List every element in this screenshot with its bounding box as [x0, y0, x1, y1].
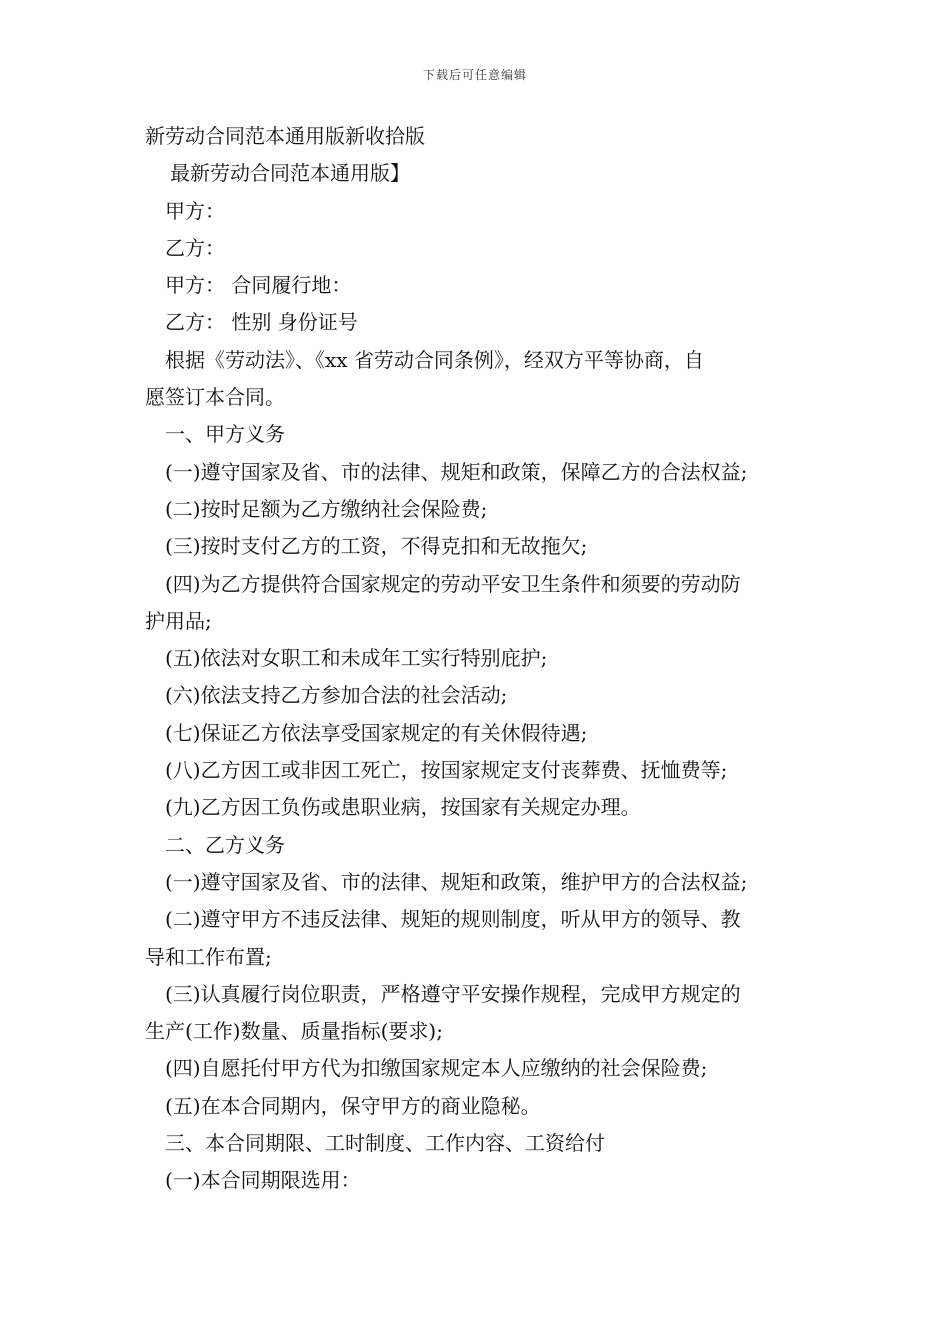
party-b-label: 乙方：: [165, 235, 225, 260]
clause-1-3: (三)按时支付乙方的工资，不得克扣和无故拖欠;: [165, 534, 588, 559]
document-title: 新劳动合同范本通用版新收拾版: [145, 124, 425, 148]
clause-1-1: (一)遵守国家及省、市的法律、规矩和政策，保障乙方的合法权益;: [165, 459, 748, 484]
header-note: 下载后可任意编辑: [422, 68, 527, 82]
clause-1-4: (四)为乙方提供符合国家规定的劳动平安卫生条件和须要的劳动防: [165, 571, 741, 596]
section-heading-3: 三、本合同期限、工时制度、工作内容、工资给付: [165, 1131, 605, 1156]
clause-2-3-cont: 生产(工作)数量、质量指标(要求);: [145, 1019, 443, 1044]
clause-1-4-cont: 护用品;: [145, 608, 212, 633]
clause-2-4: (四)自愿托付甲方代为扣缴国家规定本人应缴纳的社会保险费;: [165, 1056, 708, 1081]
clause-2-3: (三)认真履行岗位职责，严格遵守平安操作规程，完成甲方规定的: [165, 981, 741, 1006]
clause-1-8: (八)乙方因工或非因工死亡，按国家规定支付丧葬费、抚恤费等;: [165, 758, 728, 783]
party-a-location: 甲方： 合同履行地：: [165, 273, 352, 298]
clause-2-2: (二)遵守甲方不违反法律、规矩的规则制度，听从甲方的领导、教: [165, 907, 741, 932]
clause-3-1: (一)本合同期限选用：: [165, 1168, 361, 1193]
party-b-identity: 乙方： 性别 身份证号: [165, 310, 358, 335]
contract-body: [145, 118, 815, 1200]
preamble-line-1: 根据《劳动法》、《xx 省劳动合同条例》，经双方平等协商，自: [165, 347, 704, 372]
clause-1-5: (五)依法对女职工和未成年工实行特别庇护;: [165, 646, 548, 671]
clause-1-7: (七)保证乙方依法享受国家规定的有关休假待遇;: [165, 720, 588, 745]
section-heading-1: 一、甲方义务: [165, 422, 285, 447]
preamble-line-2: 愿签订本合同。: [145, 385, 285, 410]
clause-1-6: (六)依法支持乙方参加合法的社会活动;: [165, 683, 508, 708]
clause-2-2-cont: 导和工作布置;: [145, 944, 272, 969]
subtitle: 最新劳动合同范本通用版】: [170, 161, 410, 186]
clause-2-1: (一)遵守国家及省、市的法律、规矩和政策，维护甲方的合法权益;: [165, 869, 748, 894]
clause-1-9: (九)乙方因工负伤或患职业病，按国家有关规定办理。: [165, 795, 641, 820]
section-heading-2: 二、乙方义务: [165, 832, 285, 857]
clause-2-5: (五)在本合同期内，保守甲方的商业隐秘。: [165, 1093, 541, 1118]
party-a-label: 甲方：: [165, 198, 225, 223]
clause-1-2: (二)按时足额为乙方缴纳社会保险费;: [165, 496, 488, 521]
